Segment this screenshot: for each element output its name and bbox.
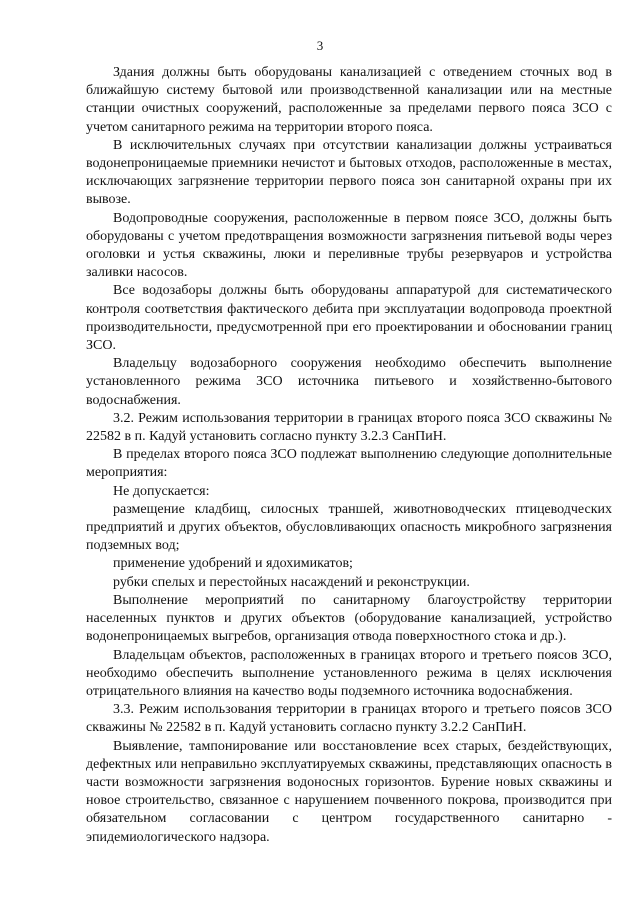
paragraph-owner-obligation: Владельцу водозаборного сооружения необходимо обеспечить выполнение установленного режима ЗСО источника питьевого и хозяйственно-бытового водоснабжения. [86, 356, 612, 408]
paragraph-second-belt-measures: В пределах второго пояса ЗСО подлежат выполнению следующие дополнительные мероприятия: [86, 447, 612, 481]
paragraph-not-allowed: Не допускается: [113, 483, 210, 499]
paragraph-wells-identification: Выявление, тампонирование или восстановление всех старых, бездействующих, дефектных или неправильно эксплуатируемых скважины, представляющих опасность в части возможности загрязнения водоносных горизонтов. Бурение новых скважины и новое строительство, связанное с нарушением почвенного покрова, производится при обязательном согласовании с центром государственного санитарно - эпидемиологического надзора. [86, 738, 612, 845]
paragraph-metering-equipment: Все водозаборы должны быть оборудованы аппаратурой для систематического контроля соответствия фактического дебита при эксплуатации водопровода проектной производительности, предусмотренной при его проектировании и обосновании границ ЗСО. [86, 283, 612, 354]
paragraph-object-owners: Владельцам объектов, расположенных в границах второго и третьего поясов ЗСО, необходимо обеспечить выполнение установленного режима в целях исключения отрицательного влияния на качество воды подземного источника водоснабжения. [86, 647, 612, 699]
paragraph-sewerage: Здания должны быть оборудованы канализацией с отведением сточных вод в ближайшую систему бытовой или производственной канализации или на местные станции очистных сооружений, расположенные за пределами первого пояса ЗСО с учетом санитарного режима на территории второго пояса. [86, 65, 612, 135]
list-item-logging: рубки спелых и перестойных насаждений и реконструкции. [113, 574, 470, 590]
paragraph-water-structures: Водопроводные сооружения, расположенные в первом поясе ЗСО, должны быть оборудованы с учетом предотвращения возможности загрязнения питьевой воды через оголовки и устья скважины, люки и переливные трубы резервуаров и устройства заливки насосов. [86, 210, 612, 281]
section-3-3: 3.3. Режим использования территории в границах второго и третьего поясов ЗСО скважины № 22582 в п. Кадуй установить согласно пункту 3.2.2 СанПиН. [86, 702, 612, 736]
section-3-2: 3.2. Режим использования территории в границах второго пояса ЗСО скважины № 22582 в п. Кадуй установить согласно пункту 3.2.3 СанПиН. [86, 410, 612, 445]
page-number: 3 [316, 38, 324, 53]
paragraph-sanitary-improvement: Выполнение мероприятий по санитарному благоустройству территории населенных пунктов и других объектов (оборудование канализацией, устройство водонепроницаемых выгребов, организация отвода поверхностного стока и др.). [86, 592, 612, 645]
paragraph-waste-receivers: В исключительных случаях при отсутствии канализации должны устраиваться водонепроницаемые приемники нечистот и бытовых отходов, расположенные в местах, исключающих загрязнение территории первого пояса зон санитарной охраны при их вывозе. [86, 137, 612, 208]
list-item-cemeteries: размещение кладбищ, силосных траншей, животноводческих птицеводческих предприятий и других объектов, обусловливающих опасность микробного загрязнения подземных вод; [86, 501, 612, 554]
list-item-fertilizers: применение удобрений и ядохимикатов; [113, 556, 353, 572]
document-body [86, 64, 612, 847]
